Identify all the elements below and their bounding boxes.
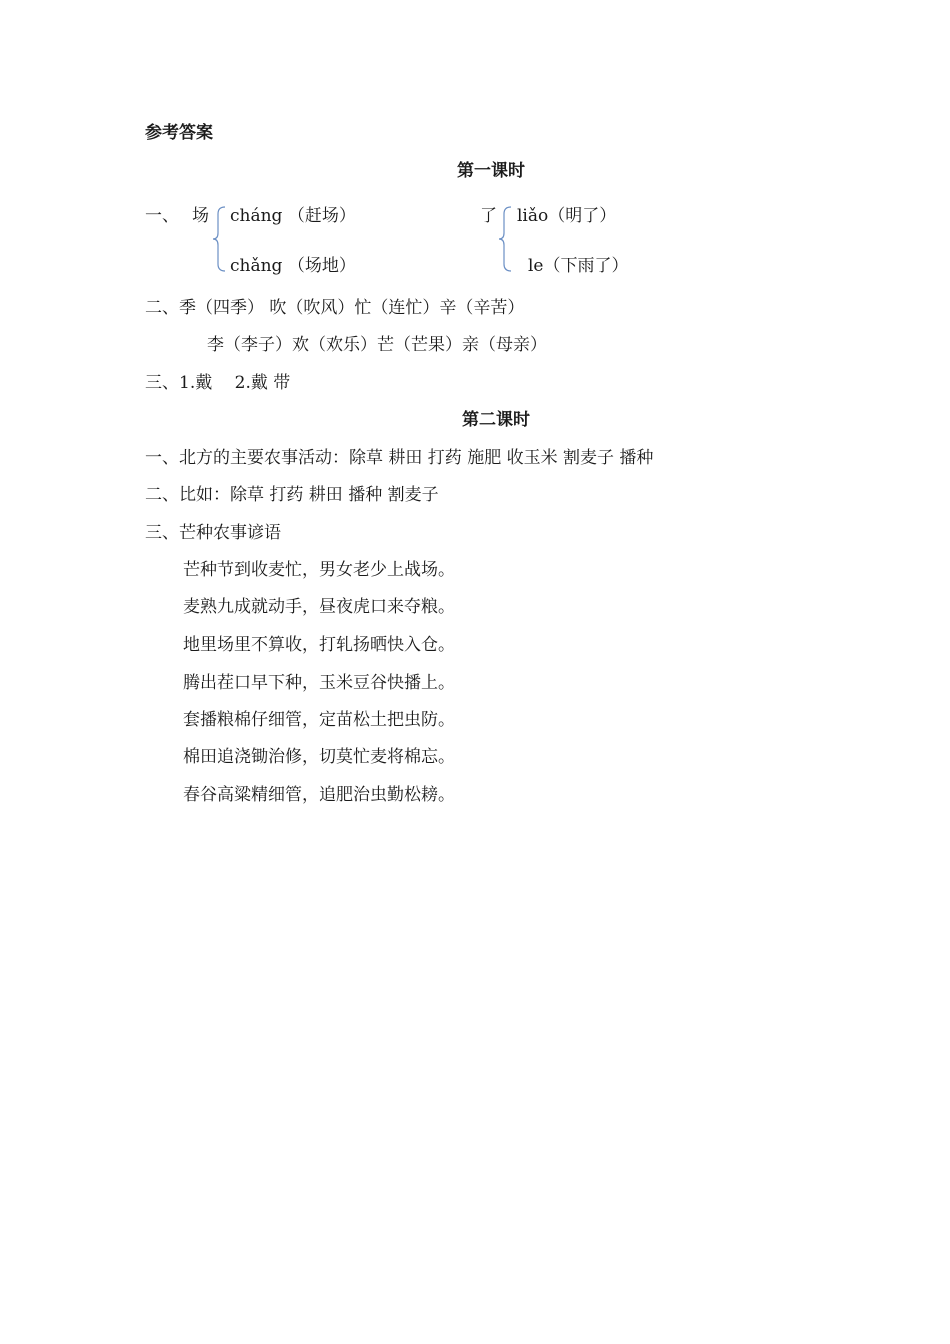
lesson2-title: 第二课时: [462, 410, 530, 430]
proverb-line: 腾出茬口早下种，玉米豆谷快播上。: [183, 673, 455, 693]
proverb-line: 套播粮棉仔细管，定苗松土把虫防。: [183, 710, 455, 730]
lesson2-q2: 二、比如：除草 打药 耕田 播种 割麦子: [145, 485, 439, 505]
lesson1-title: 第一课时: [457, 161, 525, 181]
chang-reading-1: cháng （赶场）: [230, 206, 356, 226]
lesson1-q2-line2: 李（李子）欢（欢乐）芒（芒果）亲（母亲）: [207, 335, 547, 355]
lesson1-q1-label: 一、: [145, 206, 179, 226]
answer-heading: 参考答案: [145, 123, 213, 143]
le-reading-2: le（下雨了）: [528, 256, 629, 276]
brace-icon: [497, 205, 513, 273]
char-chang: 场: [192, 206, 209, 226]
proverb-line: 棉田追浇锄治修，切莫忙麦将棉忘。: [183, 747, 455, 767]
proverb-line: 地里场里不算收，打轧扬晒快入仓。: [183, 635, 455, 655]
le-reading-1: liǎo（明了）: [517, 206, 617, 226]
lesson1-q3: 三、1.戴 2.戴 带: [145, 373, 291, 393]
proverb-line: 麦熟九成就动手，昼夜虎口来夺粮。: [183, 597, 455, 617]
brace-icon: [211, 205, 227, 273]
char-le: 了: [480, 206, 497, 226]
lesson2-q3: 三、芒种农事谚语: [145, 523, 281, 543]
proverb-line: 芒种节到收麦忙，男女老少上战场。: [183, 560, 455, 580]
lesson2-q1: 一、北方的主要农事活动：除草 耕田 打药 施肥 收玉米 割麦子 播种: [145, 448, 654, 468]
proverb-line: 春谷高粱精细管，追肥治虫勤松耪。: [183, 785, 455, 805]
chang-reading-2: chǎng （场地）: [230, 256, 356, 276]
lesson1-q2-line1: 二、季（四季） 吹（吹风）忙（连忙）辛（辛苦）: [145, 298, 525, 318]
